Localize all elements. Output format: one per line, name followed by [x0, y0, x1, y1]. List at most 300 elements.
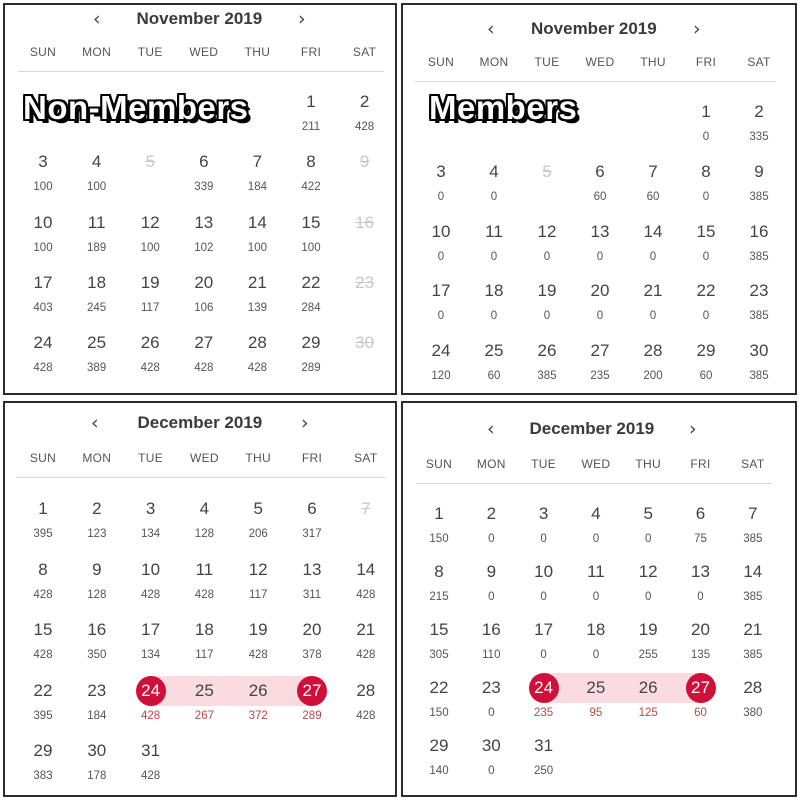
day-cell[interactable] — [414, 281, 468, 331]
day-price: 125 — [638, 707, 658, 719]
day-number: 25 — [194, 680, 214, 700]
day-price: 0 — [488, 591, 495, 603]
day-price: 0 — [540, 533, 547, 545]
day-cell[interactable] — [230, 333, 284, 383]
day-price: 378 — [302, 649, 322, 661]
day-price: 428 — [356, 649, 376, 661]
day-cell[interactable] — [230, 152, 284, 202]
day-number: 29 — [33, 741, 53, 760]
day-number: 14 — [643, 221, 663, 241]
header-divider — [18, 71, 384, 72]
day-price: 385 — [749, 190, 769, 203]
day-cell[interactable] — [338, 92, 392, 142]
day-cell[interactable] — [569, 620, 623, 670]
day-cell[interactable] — [726, 620, 780, 670]
day-price: 0 — [543, 310, 551, 323]
day-number: 1 — [306, 92, 316, 111]
day-price: 0 — [540, 649, 547, 661]
calendar-members-november — [401, 3, 797, 395]
day-cell[interactable] — [16, 499, 70, 549]
month-header — [5, 7, 395, 31]
day-cell[interactable] — [464, 736, 518, 786]
day-cell[interactable] — [414, 341, 468, 391]
day-cell[interactable] — [284, 152, 338, 202]
day-cell[interactable] — [467, 162, 521, 212]
day-number: 11 — [587, 562, 605, 581]
weekday-row — [403, 55, 795, 71]
month-header — [5, 411, 395, 435]
day-cell[interactable] — [124, 741, 178, 791]
day-cell[interactable] — [626, 341, 680, 391]
day-cell[interactable] — [70, 152, 124, 202]
day-cell[interactable] — [123, 213, 177, 263]
day-price: 134 — [141, 649, 161, 661]
day-cell[interactable] — [679, 222, 733, 272]
day-price: 60 — [694, 707, 707, 719]
day-price: 0 — [596, 250, 604, 263]
day-cell[interactable] — [412, 678, 466, 728]
day-price: 135 — [690, 649, 711, 661]
day-cell — [338, 273, 392, 323]
day-cell[interactable] — [573, 222, 627, 272]
day-cell[interactable] — [231, 620, 285, 670]
day-number: 22 — [429, 678, 449, 697]
day-number: 10 — [431, 221, 451, 241]
prev-month-chevron-icon[interactable]: ‹ — [487, 18, 495, 40]
day-cell[interactable] — [284, 92, 338, 142]
day-cell[interactable] — [177, 333, 231, 383]
day-cell[interactable] — [231, 499, 285, 549]
day-number: 11 — [87, 212, 106, 232]
day-cell[interactable] — [339, 560, 393, 610]
day-cell[interactable] — [70, 681, 124, 731]
day-price: 235 — [590, 370, 610, 383]
day-number: 19 — [638, 620, 658, 639]
day-price: 200 — [643, 370, 663, 383]
day-price: 0 — [702, 250, 710, 263]
day-cell[interactable] — [573, 162, 627, 212]
day-cell[interactable] — [732, 162, 786, 212]
day-number: 18 — [484, 281, 504, 301]
day-cell[interactable] — [520, 222, 574, 272]
day-price: 0 — [490, 190, 498, 203]
weekday-label: MON — [82, 45, 112, 59]
day-number: 25 — [484, 341, 504, 361]
day-cell[interactable] — [520, 281, 574, 331]
day-price: 403 — [33, 301, 53, 314]
day-cell[interactable] — [517, 504, 571, 554]
day-cell[interactable] — [16, 681, 70, 731]
day-number: 13 — [302, 559, 322, 579]
day-price: 128 — [194, 528, 214, 540]
day-number: 1 — [38, 499, 48, 518]
day-cell[interactable] — [412, 504, 466, 554]
day-number: 7 — [252, 152, 263, 172]
day-cell[interactable] — [679, 102, 733, 152]
day-cell[interactable] — [70, 273, 124, 323]
day-cell[interactable] — [16, 741, 70, 791]
day-price: 317 — [302, 528, 322, 540]
day-number: 20 — [590, 281, 610, 301]
day-cell[interactable] — [732, 341, 786, 391]
weekday-label: SUN — [29, 45, 57, 59]
day-cell[interactable] — [231, 681, 285, 731]
day-cell[interactable] — [732, 222, 786, 272]
day-number: 9 — [92, 559, 102, 579]
day-cell[interactable] — [70, 499, 124, 549]
day-cell[interactable] — [467, 341, 521, 391]
day-number: 5 — [643, 504, 653, 523]
day-cell[interactable] — [412, 736, 466, 786]
day-number: 9 — [359, 152, 370, 172]
day-price: 206 — [248, 528, 268, 540]
day-number: 13 — [691, 562, 710, 581]
weekday-label: WED — [189, 451, 219, 465]
day-number: 19 — [537, 281, 557, 301]
day-cell[interactable] — [464, 562, 518, 612]
day-number: 14 — [356, 559, 376, 579]
day-cell[interactable] — [16, 152, 70, 202]
day-price: 117 — [141, 301, 160, 314]
day-cell[interactable] — [16, 213, 70, 263]
day-cell[interactable] — [573, 341, 627, 391]
weekday-label: SAT — [352, 45, 377, 59]
day-number: 23 — [481, 678, 501, 697]
day-cell[interactable] — [16, 620, 70, 670]
day-cell[interactable] — [674, 620, 728, 670]
day-cell[interactable] — [414, 222, 468, 272]
weekday-label: TUE — [531, 457, 557, 471]
day-cell[interactable] — [679, 341, 733, 391]
prev-month-chevron-icon[interactable]: ‹ — [91, 412, 99, 434]
day-price: 150 — [429, 707, 449, 719]
day-cell[interactable] — [674, 678, 728, 728]
day-price: 106 — [194, 301, 214, 314]
day-cell[interactable] — [123, 333, 177, 383]
day-price: 100 — [33, 241, 53, 254]
day-cell[interactable] — [124, 560, 178, 610]
day-price: 255 — [638, 649, 658, 661]
day-number: 31 — [141, 741, 161, 760]
day-price: 100 — [87, 181, 107, 194]
prev-month-chevron-icon[interactable]: ‹ — [487, 418, 495, 440]
day-price: 123 — [87, 528, 107, 540]
day-price: 311 — [302, 588, 322, 601]
day-cell[interactable] — [124, 499, 178, 549]
day-price: 189 — [87, 241, 107, 254]
day-cell[interactable] — [517, 736, 571, 786]
day-cell[interactable] — [70, 213, 124, 263]
weekday-row — [403, 457, 795, 473]
day-cell[interactable] — [621, 678, 675, 728]
weekday-label: THU — [244, 45, 271, 59]
day-cell[interactable] — [123, 273, 177, 323]
day-price: 117 — [249, 588, 268, 601]
day-price: 0 — [543, 250, 551, 263]
day-cell[interactable] — [177, 560, 231, 610]
prev-month-chevron-icon[interactable]: ‹ — [93, 8, 101, 30]
day-cell[interactable] — [285, 681, 339, 731]
day-cell[interactable] — [124, 681, 178, 731]
day-number: 14 — [247, 212, 267, 232]
day-cell[interactable] — [626, 162, 680, 212]
day-cell[interactable] — [674, 504, 728, 554]
day-number: 29 — [429, 736, 449, 755]
day-price: 184 — [247, 181, 267, 194]
day-number: 3 — [538, 504, 549, 523]
day-price: 305 — [429, 649, 449, 661]
day-cell[interactable] — [726, 504, 780, 554]
day-number: 3 — [145, 499, 156, 518]
day-price: 380 — [743, 707, 763, 719]
day-number: 5 — [253, 499, 263, 518]
day-cell[interactable] — [70, 620, 124, 670]
next-month-chevron-icon[interactable]: › — [301, 412, 309, 434]
day-cell[interactable] — [70, 333, 124, 383]
day-number: 11 — [485, 221, 503, 241]
day-price: 0 — [490, 250, 498, 263]
next-month-chevron-icon[interactable]: › — [693, 18, 701, 40]
day-number: 21 — [743, 620, 763, 639]
day-cell[interactable] — [467, 281, 521, 331]
day-number: 12 — [140, 212, 160, 232]
day-price: 385 — [743, 649, 763, 661]
day-price: 284 — [301, 301, 321, 314]
day-price: 0 — [649, 310, 657, 323]
day-number: 15 — [301, 212, 321, 232]
day-price: 428 — [356, 709, 376, 722]
day-price: 385 — [749, 310, 769, 323]
day-number: 20 — [194, 272, 214, 292]
day-price: 422 — [301, 181, 321, 194]
day-number: 8 — [306, 152, 316, 172]
day-price: 428 — [247, 362, 267, 375]
day-cell[interactable] — [177, 499, 231, 549]
day-price: 428 — [194, 362, 214, 375]
day-number: 26 — [537, 341, 557, 361]
day-price: 428 — [33, 588, 53, 601]
day-price: 428 — [141, 588, 161, 601]
day-number: 10 — [534, 562, 554, 581]
day-number: 18 — [87, 272, 107, 292]
day-cell[interactable] — [230, 213, 284, 263]
day-cell[interactable] — [177, 681, 231, 731]
day-number: 14 — [743, 562, 763, 581]
day-cell[interactable] — [414, 162, 468, 212]
day-cell[interactable] — [177, 620, 231, 670]
day-cell[interactable] — [231, 560, 285, 610]
day-number: 21 — [643, 281, 663, 301]
day-price: 0 — [702, 190, 710, 203]
day-number: 28 — [356, 680, 376, 700]
day-cell[interactable] — [573, 281, 627, 331]
day-price: 350 — [87, 649, 107, 661]
day-price: 0 — [437, 310, 445, 323]
day-number: 4 — [199, 499, 210, 518]
day-price: 383 — [33, 770, 53, 782]
day-number: 21 — [356, 620, 376, 639]
weekday-label: SUN — [425, 457, 453, 471]
day-price: 395 — [33, 709, 53, 722]
day-price: 389 — [87, 362, 107, 375]
day-cell[interactable] — [569, 504, 623, 554]
day-cell[interactable] — [726, 678, 780, 728]
day-price: 289 — [302, 709, 322, 722]
day-cell[interactable] — [339, 620, 393, 670]
day-number: 6 — [595, 161, 605, 181]
day-cell[interactable] — [177, 152, 231, 202]
day-cell[interactable] — [16, 273, 70, 323]
day-cell[interactable] — [569, 678, 623, 728]
day-price: 211 — [301, 121, 321, 133]
day-cell[interactable] — [70, 560, 124, 610]
next-month-chevron-icon[interactable]: › — [689, 418, 697, 440]
day-cell[interactable] — [626, 281, 680, 331]
day-cell[interactable] — [16, 333, 70, 383]
weekday-label: MON — [476, 457, 506, 471]
weekday-label: WED — [189, 45, 219, 59]
day-number: 28 — [743, 678, 763, 697]
day-number: 19 — [248, 620, 268, 639]
audience-label: Non-Members — [23, 89, 249, 126]
day-price: 0 — [592, 649, 600, 661]
weekday-label: WED — [585, 55, 615, 69]
header-divider — [416, 483, 772, 484]
day-cell[interactable] — [284, 273, 338, 323]
day-price: 428 — [141, 770, 161, 782]
day-cell[interactable] — [177, 213, 231, 263]
day-cell[interactable] — [621, 504, 675, 554]
day-cell[interactable] — [732, 281, 786, 331]
weekday-row — [5, 45, 395, 61]
day-price: 60 — [699, 370, 713, 383]
day-cell[interactable] — [726, 562, 780, 612]
day-number: 25 — [586, 678, 606, 697]
day-price: 100 — [33, 181, 53, 194]
day-number: 24 — [431, 341, 451, 361]
day-number: 16 — [749, 221, 769, 241]
day-number: 26 — [140, 333, 160, 353]
day-price: 0 — [702, 131, 710, 143]
day-number: 20 — [302, 620, 322, 639]
day-cell — [338, 213, 392, 263]
day-price: 372 — [248, 709, 268, 722]
day-price: 178 — [87, 770, 107, 782]
day-cell[interactable] — [569, 562, 623, 612]
day-price: 428 — [140, 362, 160, 375]
weekday-label: TUE — [137, 45, 163, 59]
day-price: 235 — [534, 707, 554, 719]
day-number: 22 — [33, 680, 53, 700]
month-title: November 2019 — [531, 19, 657, 38]
day-cell[interactable] — [732, 102, 786, 152]
day-cell[interactable] — [467, 222, 521, 272]
day-number: 2 — [486, 504, 497, 523]
day-number: 12 — [537, 221, 557, 241]
weekday-label: FRI — [690, 457, 711, 471]
day-price: 102 — [194, 241, 214, 254]
day-price: 0 — [488, 707, 495, 719]
weekday-label: SAT — [354, 451, 378, 465]
day-cell[interactable] — [284, 213, 338, 263]
day-number: 27 — [691, 678, 710, 697]
day-cell[interactable] — [285, 560, 339, 610]
day-cell[interactable] — [517, 678, 571, 728]
day-cell[interactable] — [464, 678, 518, 728]
day-cell[interactable] — [124, 620, 178, 670]
day-cell[interactable] — [621, 620, 675, 670]
day-cell[interactable] — [626, 222, 680, 272]
day-number: 23 — [749, 281, 769, 301]
weekday-label: TUE — [138, 451, 164, 465]
day-cell[interactable] — [339, 681, 393, 731]
day-price: 140 — [429, 765, 449, 777]
day-number: 5 — [145, 152, 155, 172]
day-cell[interactable] — [177, 273, 231, 323]
day-cell — [520, 162, 574, 212]
day-cell[interactable] — [520, 341, 574, 391]
day-cell[interactable] — [412, 620, 466, 670]
day-price: 117 — [195, 649, 214, 661]
month-title: December 2019 — [529, 419, 655, 438]
header-divider — [16, 477, 386, 478]
day-cell[interactable] — [674, 562, 728, 612]
day-price: 250 — [534, 765, 554, 777]
day-number: 23 — [355, 272, 375, 292]
day-price: 385 — [749, 370, 769, 383]
day-price: 215 — [429, 591, 449, 603]
day-cell[interactable] — [517, 562, 571, 612]
day-number: 8 — [701, 161, 711, 181]
audience-label: Members — [429, 89, 578, 126]
day-cell[interactable] — [621, 562, 675, 612]
day-cell[interactable] — [230, 273, 284, 323]
next-month-chevron-icon[interactable]: › — [298, 8, 306, 30]
day-cell[interactable] — [464, 504, 518, 554]
month-title: December 2019 — [137, 413, 263, 432]
day-cell[interactable] — [679, 281, 733, 331]
day-number: 12 — [638, 562, 658, 581]
day-number: 3 — [38, 152, 48, 172]
day-cell — [123, 152, 177, 202]
day-cell[interactable] — [285, 620, 339, 670]
day-cell[interactable] — [285, 499, 339, 549]
day-price: 385 — [537, 370, 557, 383]
day-number: 10 — [141, 559, 161, 579]
day-price: 428 — [194, 588, 214, 601]
month-header — [403, 17, 795, 41]
day-price: 428 — [33, 649, 53, 661]
day-cell[interactable] — [16, 560, 70, 610]
day-price: 95 — [589, 707, 603, 719]
day-cell[interactable] — [517, 620, 571, 670]
day-cell[interactable] — [464, 620, 518, 670]
weekday-label: WED — [581, 457, 611, 471]
day-number: 31 — [534, 736, 554, 755]
day-number: 28 — [643, 341, 663, 361]
day-cell[interactable] — [679, 162, 733, 212]
day-cell[interactable] — [284, 333, 338, 383]
day-number: 26 — [248, 680, 268, 700]
day-cell[interactable] — [412, 562, 466, 612]
weekday-label: MON — [479, 55, 509, 69]
day-price: 0 — [649, 250, 657, 263]
day-price: 128 — [87, 588, 107, 601]
day-cell[interactable] — [70, 741, 124, 791]
day-number: 7 — [648, 161, 658, 181]
weekday-label: THU — [640, 55, 666, 69]
day-price: 134 — [141, 528, 161, 540]
